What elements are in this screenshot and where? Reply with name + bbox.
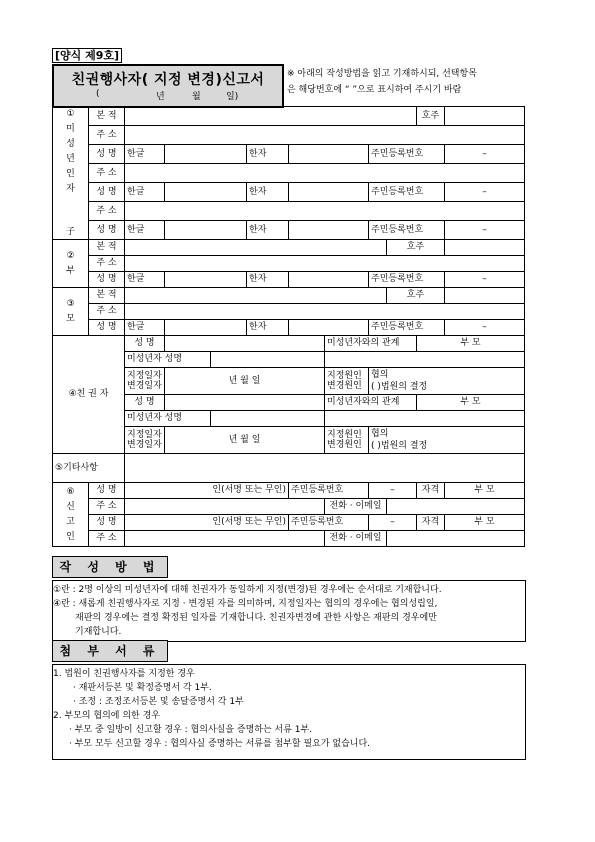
custodian2-relation-option[interactable]: 부 모 bbox=[417, 395, 525, 411]
minor-hoju-field[interactable] bbox=[445, 107, 525, 126]
section-minor-label: ①미성년인자 子 bbox=[53, 107, 89, 240]
reporter2-contact-field[interactable] bbox=[387, 531, 525, 547]
custodian2-minor-name-field[interactable] bbox=[211, 411, 325, 427]
custodian2-date-field[interactable]: 년 월 일 bbox=[165, 427, 325, 454]
custodian1-relation-option[interactable]: 부 모 bbox=[417, 336, 525, 352]
custodian2-cause-option[interactable]: 협의 ( )법원의 결정 bbox=[369, 427, 525, 454]
reporter1-qualification-option[interactable]: 부 모 bbox=[445, 483, 525, 499]
mother-hoju-field[interactable] bbox=[445, 288, 525, 304]
section-reporter-label: ⑥신고인 bbox=[53, 483, 89, 547]
reporter2-name-sign[interactable]: 인(서명 또는 무인) bbox=[125, 515, 289, 531]
minor2-rrn[interactable]: – bbox=[445, 183, 525, 202]
minor3-rrn[interactable]: – bbox=[445, 221, 525, 240]
custodian1-cause-option[interactable]: 협의 ( )법원의 결정 bbox=[369, 368, 525, 395]
minor3-korean-name[interactable] bbox=[165, 221, 247, 240]
reporter2-address-field[interactable] bbox=[125, 531, 325, 547]
father-bonjeok-field[interactable] bbox=[125, 240, 387, 256]
form-title: 친권행사자( 지정 변경)신고서 bbox=[71, 72, 265, 88]
mother-address-field[interactable] bbox=[125, 304, 525, 320]
other-notes-field[interactable] bbox=[125, 454, 525, 483]
section-mother-label: ③모 bbox=[53, 288, 89, 336]
instructions-heading: 작 성 방 법 bbox=[52, 556, 168, 578]
notice-text: ※ 아래의 작성방법을 읽고 기재하시되, 선택항목 은 해당번호에 “ ”으로 표시하여 주시기 바람 bbox=[287, 69, 477, 95]
minor3-hanja-name[interactable] bbox=[289, 221, 369, 240]
minor-bonjeok-field[interactable] bbox=[125, 107, 417, 126]
title-box: 친권행사자( 지정 변경)신고서 ( 년 월 일) bbox=[52, 64, 284, 108]
attachments-box: 1. 법원이 친권행사자를 지정한 경우 · 재판서등본 및 확정증명서 각 1부. · 조정 : 조정조서등본 및 송달증명서 각 1부 2. 부모의 협의에 의한 경우 · 부모 중 일방이 신고할 경우 : 협의사실을 증명하는 서류 1부. · 부모 모두 신고할 경우 : 협의사실 증명하는 서류를 첨부할 필요가 없습니다. bbox=[52, 664, 526, 760]
minor1-hanja-name[interactable] bbox=[289, 145, 369, 164]
reporter2-rrn[interactable]: – bbox=[369, 515, 417, 531]
father-rrn[interactable]: – bbox=[445, 272, 525, 288]
section-other-label: ⑤기타사항 bbox=[53, 454, 125, 483]
minor2-korean-name[interactable] bbox=[165, 183, 247, 202]
minor-address-field[interactable] bbox=[125, 126, 525, 145]
section-father-label: ②부 bbox=[53, 240, 89, 288]
custodian1-minor-name-field[interactable] bbox=[211, 352, 325, 368]
mother-bonjeok-field[interactable] bbox=[125, 288, 387, 304]
father-hanja-name[interactable] bbox=[289, 272, 369, 288]
minor2-hanja-name[interactable] bbox=[289, 183, 369, 202]
father-korean-name[interactable] bbox=[165, 272, 247, 288]
reporter2-qualification-option[interactable]: 부 모 bbox=[445, 515, 525, 531]
reporter1-name-sign[interactable]: 인(서명 또는 무인) bbox=[125, 483, 289, 499]
minor2-address-field[interactable] bbox=[125, 164, 525, 183]
father-hoju-field[interactable] bbox=[445, 240, 525, 256]
section-custodian-label: ④친 권 자 bbox=[53, 336, 125, 454]
report-table: ①미성년인자 子 본 적 호주 주 소 성 명 한글 한자 주민등록번호 – 주 소 성 명 한글 한자 주민등록번호 – 주 소 성 명 한글 한자 주민등록번호 – ②부 본 적 호주 주 소 성 명 한글 한자 주민등록번호 – ③모 본 적 호주 주 소 성 명 한글 한자 주민등록번호 – ④친 권 자 성 명 미성년자와의 관계 부 모 미성년자 성명 지정일자 변경일자 년 월 일 지정원인 변경원인 협의 ( )법원의 결정 성 명 미성년자와의 관계 부 모 미성년자 성명 지정일자 변경일자 년 월 일 지정원인 변경원인 협의 ( )법원의 결정 ⑤기타사항 ⑥신고인 성 명 인(서명 또는 무인) 주민등록번호 – 자격 부 모 주 소 전화 · 이메일 성 명 인(서명 또는 무인) 주민등록번호 – 자격 부 모 주 소 전화 · 이메일 bbox=[52, 106, 525, 547]
minor1-korean-name[interactable] bbox=[165, 145, 247, 164]
minor1-rrn[interactable]: – bbox=[445, 145, 525, 164]
attachments-heading: 첨 부 서 류 bbox=[52, 640, 168, 662]
reporter1-address-field[interactable] bbox=[125, 499, 325, 515]
custodian1-date-field[interactable]: 년 월 일 bbox=[165, 368, 325, 395]
reporter1-contact-field[interactable] bbox=[387, 499, 525, 515]
minor3-address-field[interactable] bbox=[125, 202, 525, 221]
mother-hanja-name[interactable] bbox=[289, 320, 369, 336]
father-address-field[interactable] bbox=[125, 256, 525, 272]
reporter1-rrn[interactable]: – bbox=[369, 483, 417, 499]
custodian2-name-field[interactable] bbox=[165, 395, 325, 411]
mother-rrn[interactable]: – bbox=[445, 320, 525, 336]
mother-korean-name[interactable] bbox=[165, 320, 247, 336]
instructions-box: ①란 : 2명 이상의 미성년자에 대해 친권자가 동일하게 지정(변경)된 경우에는 순서대로 기재합니다. ④란 : 새롭게 친권행사자로 지정 · 변경된 자를 의미하며, 지정일자는 협의의 경우에는 협의성립일, 재판의 경우에는 결정 확정된 일자를 기재합니다. 친권자변경에 관한 사항은 재판의 경우에만 기재합니다. bbox=[52, 580, 526, 642]
custodian1-name-field[interactable] bbox=[165, 336, 325, 352]
form-number-label: [양식 제9호] bbox=[52, 48, 122, 63]
